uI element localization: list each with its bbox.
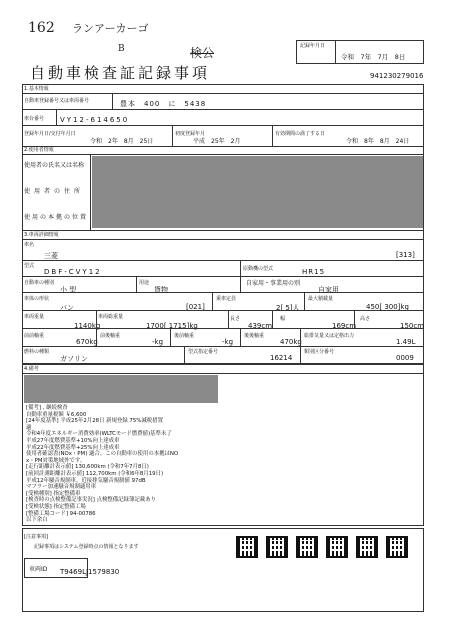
reg-label: 自動車登録番号又は車両番号 — [24, 98, 90, 104]
fuel-value: ガソリン — [60, 355, 88, 363]
record-date-value: 令和 7年 7月 8日 — [341, 53, 406, 61]
chassis-label: 車台番号 — [24, 116, 45, 122]
remarks-list — [26, 405, 178, 524]
first-model-value: 平成 25年 2月 — [193, 138, 241, 145]
weight-label: 車両重量 — [24, 314, 45, 320]
maxload-value: 450[ 300]kg — [366, 303, 409, 311]
section4-heading: 4.備考 — [24, 366, 39, 372]
engine-value: HR15 — [302, 268, 326, 276]
width-value: 169cm — [332, 322, 357, 330]
remark-line: マフラー加速騒音規制適用車 — [26, 484, 97, 491]
reg-value: 豊本 400 に 5438 — [120, 100, 207, 108]
fuel-label: 燃料の種類 — [24, 349, 50, 355]
gross-value: 1700[ 1715]kg — [146, 322, 198, 330]
notice-text: 記録事項はシステム登録時点の情報となります — [34, 544, 139, 550]
remark-line: 平成22年度燃費基準+25%向上達成車 — [26, 444, 120, 451]
rear-rear-axle-value: 470kg — [280, 338, 302, 346]
section2-heading: 2.使用者情報 — [24, 147, 54, 153]
front-rear-axle-value: -kg — [152, 338, 164, 346]
redacted-remarks — [24, 375, 218, 403]
qr-code-3 — [296, 536, 318, 558]
remark-line: [整備工場コード] 94-00786 — [26, 510, 96, 517]
qr-code-5 — [356, 536, 378, 558]
class-value: 小 型 — [60, 286, 77, 294]
qr-code-4 — [326, 536, 348, 558]
maker-code: [313] — [396, 251, 415, 259]
expiry-label: 有効期間の満了する日 — [275, 131, 326, 137]
first-reg-label: 登録年月日/交付年月日 — [24, 131, 76, 137]
gross-label: 車両総重量 — [98, 314, 124, 320]
class-label: 自動車の種別 — [24, 280, 55, 286]
document-number: 941230279016 — [370, 72, 424, 80]
vehicle-id-label: 車両ID — [29, 566, 48, 573]
weight-value: 1140kg — [74, 322, 101, 330]
body-label: 車体の形状 — [24, 296, 50, 302]
handwritten-number: 162 — [28, 20, 55, 36]
height-label: 高さ — [360, 316, 371, 322]
maker-value: 三菱 — [44, 252, 58, 260]
handwritten-stamp: 検公 — [190, 46, 215, 60]
category-label: 類別区分番号 — [304, 349, 335, 355]
handwritten-mark: B — [118, 44, 125, 54]
page-title: 自動車検査証記録事項 — [30, 64, 211, 82]
expiry-value: 令和 8年 8月 24日 — [346, 138, 410, 145]
capacity-label: 乗車定員 — [216, 296, 237, 302]
rear-front-axle-label: 後前軸重 — [174, 333, 195, 339]
capacity-value: 2[ 5]人 — [276, 304, 300, 312]
category-value: 0009 — [396, 354, 414, 362]
redacted-user-info — [92, 156, 423, 228]
displacement-label: 総排気量又は定格出力 — [304, 333, 355, 339]
remark-line: 自動車重量税額 ￥6,600 — [26, 411, 87, 418]
body-value: バン — [60, 304, 74, 312]
user-address-label: 使用者の住所 — [24, 188, 85, 195]
type-approval-label: 型式指定番号 — [188, 349, 219, 355]
chassis-value: VY12-614650 — [60, 116, 130, 124]
notice-label: [注意事項] — [24, 534, 48, 540]
first-reg-value: 令和 2年 8月 25日 — [90, 138, 154, 145]
length-value: 439cm — [248, 322, 273, 330]
use-label: 用途 — [139, 280, 150, 286]
height-value: 150cm — [400, 322, 425, 330]
displacement-value: 1.49L — [396, 338, 416, 346]
business-label: 自家用・事業用の別 — [246, 280, 301, 287]
qr-code-1 — [236, 536, 258, 558]
length-label: 長さ — [230, 316, 241, 322]
remark-line: [受検種別] 指定整備車 — [26, 490, 81, 497]
vehicle-id-value: T9469LJ1579830 — [60, 568, 120, 576]
remark-line: 平成27年度燃費基準+10%向上達成車 — [26, 437, 120, 444]
handwritten-name: ランアーカーゴ — [72, 22, 149, 35]
section3-heading: 3.車両詳細情報 — [24, 232, 59, 238]
type-approval-value: 16214 — [270, 354, 293, 362]
engine-label: 原動機の型式 — [243, 266, 274, 272]
rear-front-axle-value: -kg — [222, 338, 234, 346]
maker-label: 車名 — [24, 242, 35, 248]
remark-line: [備考] , 継続検査 — [26, 405, 68, 411]
maxload-label: 最大積載量 — [308, 296, 334, 302]
section1-heading: 1.基本情報 — [24, 86, 49, 92]
remark-line: 平成12年騒音規制車。近接排気騒音規制値 97dB — [26, 477, 146, 484]
remark-line: 適 — [26, 424, 32, 431]
front-rear-axle-label: 前後軸重 — [100, 333, 121, 339]
remark-line: 以下余白 — [26, 517, 48, 524]
business-value: 自家用 — [318, 286, 339, 294]
remark-line: [前回計測距離計表示値] 112,700km (令和6年8月19日) — [26, 470, 164, 477]
qr-code-2 — [266, 536, 288, 558]
qr-code-6 — [386, 536, 408, 558]
front-front-axle-value: 670kg — [76, 338, 98, 346]
record-date-label: 記録年月日 — [300, 43, 326, 49]
remark-line: [24年度基準] 平成25年2月28日 新規登録 75%減税措置 — [26, 418, 163, 425]
remark-line: [走行距離計表示値] 130,600km (令和7年7月8日) — [26, 464, 149, 471]
first-model-label: 初度登録年月 — [175, 131, 206, 137]
remark-line: [検査時の点検整備記事実況] 点検整備記録簿記載あり — [26, 497, 156, 504]
remark-line: 使用者確認書(NOx・PM) 適合。この自動車の使用の本拠はNO — [26, 451, 179, 458]
rear-rear-axle-label: 後後軸重 — [244, 333, 265, 339]
base-location-label: 使用の本拠の位置 — [24, 214, 89, 221]
record-date-box — [296, 40, 424, 64]
width-label: 幅 — [280, 316, 286, 322]
model-label: 型式 — [24, 263, 35, 269]
user-name-label: 使用者の氏名又は名称 — [24, 162, 85, 169]
remark-line: 令和4年度エネルギー消費効率(WLTCモード燃費値)基準未了 — [26, 431, 172, 438]
model-value: DBF-CVY12 — [44, 268, 102, 276]
front-front-axle-label: 前前軸重 — [24, 333, 45, 339]
use-value: 貨物 — [154, 286, 168, 294]
body-code: [021] — [186, 303, 205, 311]
remark-line: x・PM対策地域外です。 — [26, 457, 86, 464]
remark-line: [受検状態] 指定整備工場 — [26, 503, 86, 510]
